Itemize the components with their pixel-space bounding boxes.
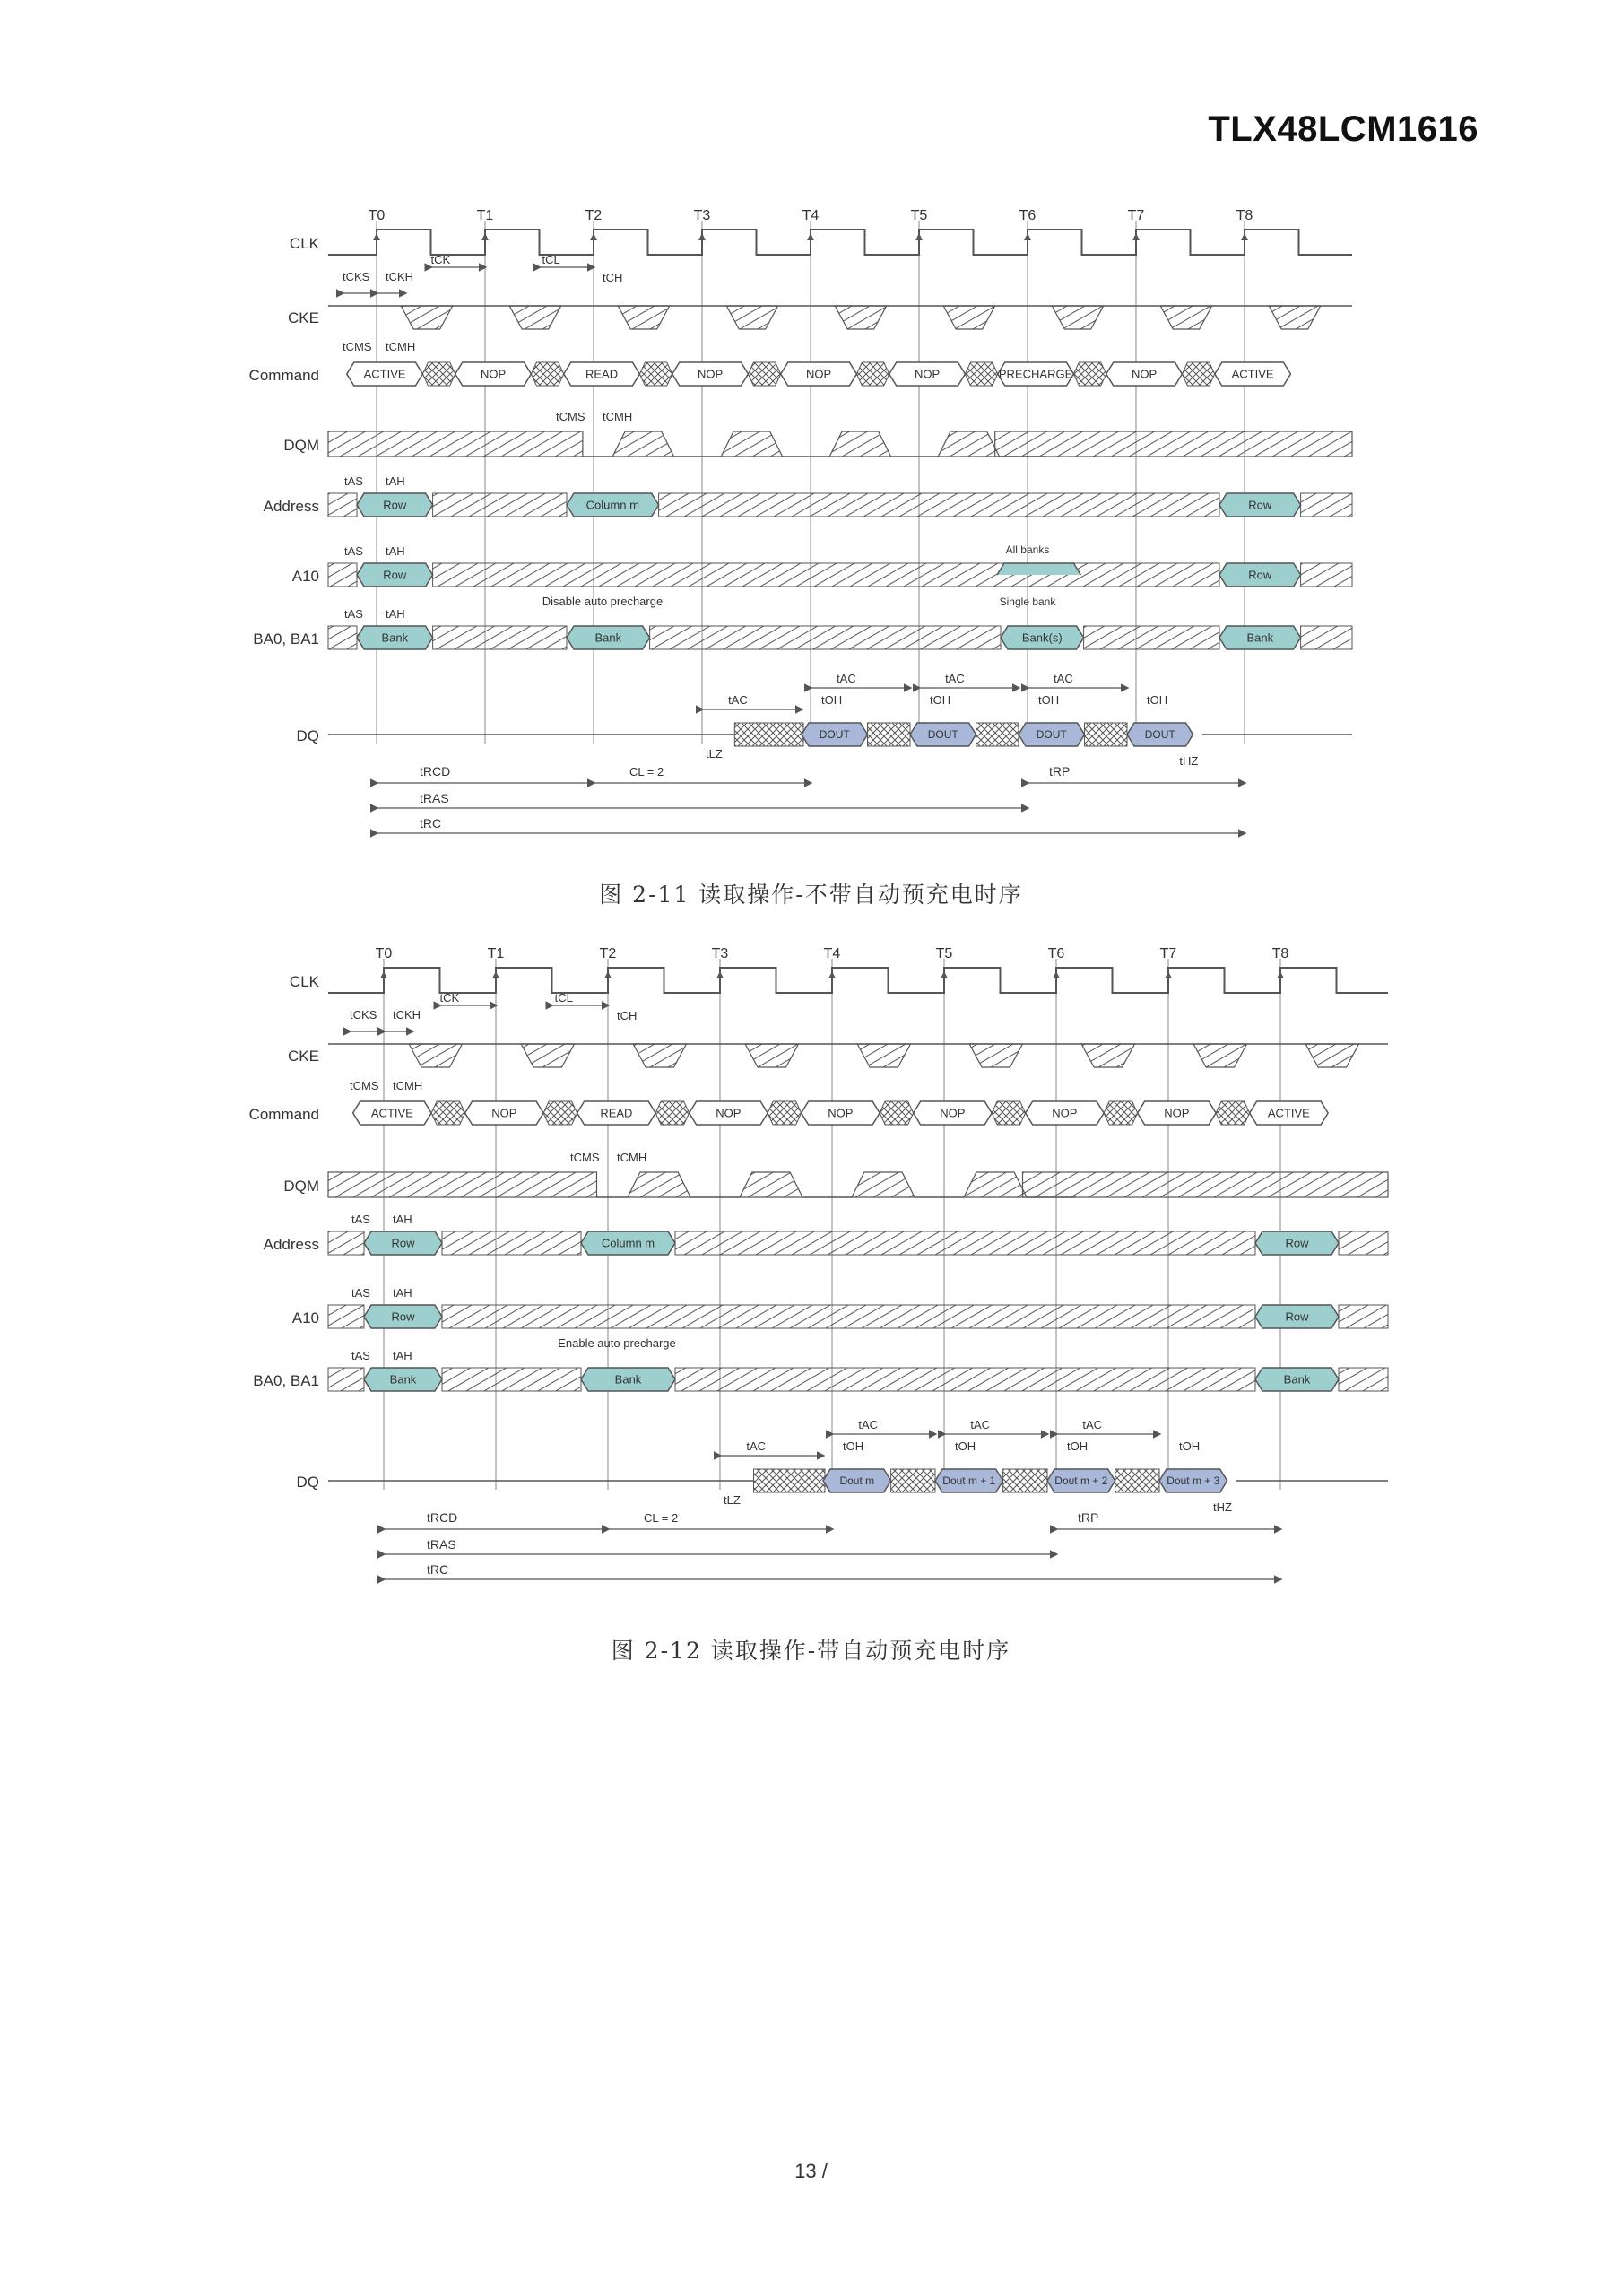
command-label: NOP xyxy=(1164,1106,1190,1120)
tcl-label: tCL xyxy=(542,253,560,266)
address-value: Row xyxy=(1285,1236,1309,1250)
clock-edge-label: T8 xyxy=(1271,946,1289,961)
tac-label: tAC xyxy=(970,1418,991,1431)
command-label: NOP xyxy=(716,1106,742,1120)
auto-precharge-note: Enable auto precharge xyxy=(558,1336,676,1350)
thz-label: tHZ xyxy=(1179,754,1199,768)
address-dont-care xyxy=(442,1231,581,1255)
command-transition xyxy=(431,1101,465,1125)
all-banks-note: All banks xyxy=(1005,544,1050,556)
cke-dont-care xyxy=(409,1044,462,1067)
clock-edge-label: T4 xyxy=(802,208,820,223)
a10-dont-care xyxy=(1339,1305,1388,1328)
clk-rising-edge-arrow xyxy=(1024,233,1031,240)
address-dont-care xyxy=(433,493,567,517)
dq-transition xyxy=(1115,1469,1159,1492)
tah-label: tAH xyxy=(393,1286,412,1300)
cke-dont-care xyxy=(633,1044,686,1067)
clk-rising-edge-arrow xyxy=(698,233,706,240)
signal-label: Address xyxy=(263,1236,319,1253)
tac-label: tAC xyxy=(945,672,965,685)
cke-dont-care xyxy=(726,306,777,329)
trp-label: tRP xyxy=(1049,764,1071,778)
cke-dont-care xyxy=(1193,1044,1246,1067)
tas-label: tAS xyxy=(344,607,363,621)
clock-edge-label: T5 xyxy=(935,946,953,961)
toh-label: tOH xyxy=(1038,693,1060,707)
tas-label: tAS xyxy=(344,474,363,488)
dq-data-label: Dout m + 3 xyxy=(1167,1474,1220,1488)
cke-dont-care xyxy=(835,306,886,329)
tck-label: tCK xyxy=(430,253,451,266)
a10-dont-care xyxy=(442,1305,1255,1328)
tckh-label: tCKH xyxy=(393,1008,421,1022)
address-dont-care xyxy=(328,1231,364,1255)
cke-dont-care xyxy=(1160,306,1211,329)
tckh-label: tCKH xyxy=(386,270,414,283)
bank-dont-care xyxy=(442,1368,581,1391)
dq-data-label: Dout m + 1 xyxy=(942,1474,996,1488)
trcd-label: tRCD xyxy=(427,1510,458,1525)
clock-edge-label: T4 xyxy=(823,946,841,961)
a10-dont-care xyxy=(328,1305,364,1328)
cke-dont-care xyxy=(857,1044,910,1067)
dqm-dont-care xyxy=(829,431,890,457)
clk-rising-edge-arrow xyxy=(590,233,597,240)
clk-rising-edge-arrow xyxy=(828,971,836,978)
dq-transition xyxy=(734,723,803,746)
tcks-label: tCKS xyxy=(350,1008,377,1022)
dq-transition xyxy=(1003,1469,1047,1492)
command-transition xyxy=(1104,1101,1138,1125)
command-transition xyxy=(1073,362,1106,386)
command-label: ACTIVE xyxy=(1231,367,1274,381)
auto-precharge-note: Disable auto precharge xyxy=(542,595,664,608)
tch-label: tCH xyxy=(617,1009,638,1022)
cke-dont-care xyxy=(618,306,669,329)
dq-transition xyxy=(891,1469,935,1492)
address-dont-care xyxy=(1301,493,1352,517)
tch-label: tCH xyxy=(603,271,623,284)
signal-label: CLK xyxy=(289,235,319,252)
tac-label: tAC xyxy=(746,1439,767,1453)
trp-label: tRP xyxy=(1078,1510,1099,1525)
tcmh-label: tCMH xyxy=(603,410,633,423)
a10-dont-care xyxy=(328,563,357,587)
bank-dont-care xyxy=(675,1368,1255,1391)
address-dont-care xyxy=(659,493,1219,517)
tah-label: tAH xyxy=(393,1213,412,1226)
command-label: ACTIVE xyxy=(370,1106,413,1120)
bank-dont-care xyxy=(650,626,1001,649)
clk-rising-edge-arrow xyxy=(1277,971,1284,978)
bank-dont-care xyxy=(433,626,567,649)
command-label: READ xyxy=(600,1106,633,1120)
tcms-label: tCMS xyxy=(570,1151,600,1164)
dqm-dont-care xyxy=(721,431,782,457)
document-title: TLX48LCM1616 xyxy=(1208,109,1479,149)
a10-value: Row xyxy=(1285,1309,1309,1324)
bank-dont-care xyxy=(328,1368,364,1391)
signal-label: CKE xyxy=(288,1048,319,1065)
signal-label: Command xyxy=(248,367,319,384)
command-label: NOP xyxy=(828,1106,854,1120)
tcms-label: tCMS xyxy=(556,410,585,423)
command-label: NOP xyxy=(940,1106,966,1120)
clk-rising-edge-arrow xyxy=(1241,233,1248,240)
command-label: NOP xyxy=(697,367,724,381)
clk-rising-edge-arrow xyxy=(481,233,489,240)
command-transition xyxy=(748,362,780,386)
command-label: ACTIVE xyxy=(363,367,406,381)
address-value: Row xyxy=(1248,498,1272,512)
tcks-label: tCKS xyxy=(343,270,370,283)
address-dont-care xyxy=(328,493,357,517)
clk-waveform xyxy=(328,968,1388,993)
tcmh-label: tCMH xyxy=(386,340,416,353)
cke-dont-care xyxy=(521,1044,574,1067)
bank-value: Bank xyxy=(614,1372,642,1387)
command-transition xyxy=(880,1101,914,1125)
toh-label: tOH xyxy=(821,693,843,707)
cke-dont-care xyxy=(1081,1044,1134,1067)
dq-transition xyxy=(754,1469,826,1492)
tah-label: tAH xyxy=(386,607,405,621)
signal-label: DQM xyxy=(283,1178,319,1195)
command-transition xyxy=(992,1101,1026,1125)
clock-edge-label: T1 xyxy=(487,946,505,961)
clk-waveform xyxy=(328,230,1352,255)
command-transition xyxy=(1216,1101,1250,1125)
address-dont-care xyxy=(1339,1231,1388,1255)
clock-edge-label: T3 xyxy=(711,946,729,961)
clock-edge-label: T7 xyxy=(1127,208,1145,223)
trc-label: tRC xyxy=(427,1562,449,1577)
address-value: Row xyxy=(391,1236,415,1250)
command-transition xyxy=(543,1101,577,1125)
address-value: Column m xyxy=(585,498,639,512)
dqm-dont-care xyxy=(628,1172,690,1197)
command-label: NOP xyxy=(480,367,507,381)
clk-rising-edge-arrow xyxy=(1053,971,1060,978)
bank-dont-care xyxy=(1339,1368,1388,1391)
figure-caption: 图 2-11 读取操作-不带自动预充电时序 xyxy=(599,882,1023,908)
signal-label: Command xyxy=(248,1106,319,1123)
tah-label: tAH xyxy=(393,1349,412,1362)
bank-value: Bank xyxy=(381,631,409,645)
clock-edge-label: T7 xyxy=(1159,946,1177,961)
a10-dont-care xyxy=(1301,563,1352,587)
command-transition xyxy=(1182,362,1214,386)
clk-rising-edge-arrow xyxy=(941,971,948,978)
cke-dont-care xyxy=(1269,306,1320,329)
command-label: PRECHARGE xyxy=(998,367,1073,381)
timing-diagram-svg xyxy=(242,202,1408,865)
bank-value: Bank(s) xyxy=(1021,631,1063,645)
clock-edge-label: T2 xyxy=(599,946,617,961)
command-label: ACTIVE xyxy=(1267,1106,1310,1120)
bank-value: Bank xyxy=(389,1372,417,1387)
bank-dont-care xyxy=(1084,626,1219,649)
signal-label: DQ xyxy=(296,1474,319,1491)
clock-edge-label: T2 xyxy=(585,208,603,223)
clock-edge-label: T0 xyxy=(375,946,393,961)
dqm-dont-care xyxy=(328,431,583,457)
signal-label: BA0, BA1 xyxy=(253,1372,319,1389)
command-transition xyxy=(422,362,455,386)
command-transition xyxy=(965,362,997,386)
clock-edge-label: T6 xyxy=(1047,946,1065,961)
toh-label: tOH xyxy=(1147,693,1168,707)
timing-diagram-svg xyxy=(242,940,1408,1623)
clk-rising-edge-arrow xyxy=(807,233,814,240)
dqm-dont-care xyxy=(852,1172,915,1197)
thz-label: tHZ xyxy=(1213,1500,1232,1514)
clk-rising-edge-arrow xyxy=(915,233,923,240)
single-bank-note: Single bank xyxy=(999,596,1056,608)
signal-label: BA0, BA1 xyxy=(253,631,319,648)
tcms-label: tCMS xyxy=(350,1079,379,1092)
cke-dont-care xyxy=(943,306,994,329)
tac-label: tAC xyxy=(728,693,748,707)
bank-value: Bank xyxy=(1283,1372,1311,1387)
address-value: Row xyxy=(383,498,407,512)
tcmh-label: tCMH xyxy=(393,1079,423,1092)
toh-label: tOH xyxy=(1067,1439,1089,1453)
tah-label: tAH xyxy=(386,474,405,488)
clock-edge-label: T6 xyxy=(1019,208,1037,223)
bank-value: Bank xyxy=(1246,631,1274,645)
tck-label: tCK xyxy=(439,991,460,1004)
signal-label: CKE xyxy=(288,309,319,326)
command-transition xyxy=(655,1101,690,1125)
dqm-dont-care xyxy=(612,431,673,457)
timing-diagram-read-with-auto-precharge xyxy=(242,940,1408,1623)
dq-data-label: Dout m xyxy=(839,1474,875,1488)
command-label: NOP xyxy=(1052,1106,1078,1120)
dq-data-label: DOUT xyxy=(927,728,958,742)
signal-label: CLK xyxy=(289,973,319,990)
toh-label: tOH xyxy=(930,693,951,707)
tac-label: tAC xyxy=(1082,1418,1103,1431)
cas-latency-label: CL = 2 xyxy=(644,1511,679,1525)
signal-label: Address xyxy=(263,498,319,515)
bank-value: Bank xyxy=(594,631,622,645)
dq-data-label: DOUT xyxy=(1036,728,1067,742)
cas-latency-label: CL = 2 xyxy=(629,765,664,778)
address-dont-care xyxy=(675,1231,1255,1255)
cke-dont-care xyxy=(745,1044,798,1067)
clk-rising-edge-arrow xyxy=(1165,971,1172,978)
command-label: NOP xyxy=(805,367,832,381)
dq-transition xyxy=(976,723,1019,746)
bank-dont-care xyxy=(1301,626,1352,649)
command-label: READ xyxy=(585,367,619,381)
clock-edge-label: T0 xyxy=(368,208,386,223)
cke-dont-care xyxy=(401,306,452,329)
dqm-dont-care xyxy=(964,1172,1027,1197)
dqm-dont-care xyxy=(740,1172,802,1197)
command-transition xyxy=(531,362,563,386)
tac-label: tAC xyxy=(858,1418,879,1431)
clk-rising-edge-arrow xyxy=(373,233,380,240)
tcl-label: tCL xyxy=(554,991,573,1004)
a10-dont-care xyxy=(433,563,1219,587)
command-label: NOP xyxy=(491,1106,517,1120)
clk-rising-edge-arrow xyxy=(604,971,612,978)
tac-label: tAC xyxy=(1054,672,1073,685)
bank-dont-care xyxy=(328,626,357,649)
command-label: NOP xyxy=(914,367,941,381)
clk-rising-edge-arrow xyxy=(1132,233,1140,240)
timing-diagram-read-without-auto-precharge xyxy=(242,202,1408,865)
tah-label: tAH xyxy=(386,544,405,558)
clk-rising-edge-arrow xyxy=(492,971,499,978)
dq-data-label: DOUT xyxy=(819,728,850,742)
tlz-label: tLZ xyxy=(724,1493,741,1507)
tras-label: tRAS xyxy=(420,791,449,805)
dq-data-label: Dout m + 2 xyxy=(1054,1474,1108,1488)
signal-label: A10 xyxy=(291,568,319,585)
dqm-dont-care xyxy=(1023,1172,1389,1197)
toh-label: tOH xyxy=(955,1439,976,1453)
dqm-dont-care xyxy=(995,431,1352,457)
clock-edge-label: T1 xyxy=(476,208,494,223)
command-label: NOP xyxy=(1131,367,1158,381)
tas-label: tAS xyxy=(351,1213,370,1226)
tcmh-label: tCMH xyxy=(617,1151,647,1164)
cke-dont-care xyxy=(969,1044,1022,1067)
signal-label: A10 xyxy=(291,1309,319,1326)
clk-rising-edge-arrow xyxy=(716,971,724,978)
clock-edge-label: T8 xyxy=(1236,208,1253,223)
dqm-dont-care xyxy=(938,431,999,457)
tas-label: tAS xyxy=(344,544,363,558)
dqm-dont-care xyxy=(328,1172,597,1197)
command-transition xyxy=(639,362,672,386)
cke-dont-care xyxy=(509,306,560,329)
cke-dont-care xyxy=(1052,306,1103,329)
tas-label: tAS xyxy=(351,1349,370,1362)
tas-label: tAS xyxy=(351,1286,370,1300)
cke-dont-care xyxy=(1305,1044,1358,1067)
trcd-label: tRCD xyxy=(420,764,451,778)
page-number: 13 / xyxy=(794,2160,828,2182)
toh-label: tOH xyxy=(1179,1439,1201,1453)
command-transition xyxy=(768,1101,802,1125)
clock-edge-label: T5 xyxy=(910,208,928,223)
dq-transition xyxy=(868,723,910,746)
a10-value: Row xyxy=(391,1309,415,1324)
a10-value: Row xyxy=(383,568,407,582)
a10-all-banks-box xyxy=(997,563,1080,575)
a10-value: Row xyxy=(1248,568,1272,582)
tcms-label: tCMS xyxy=(343,340,372,353)
figure-caption: 图 2-12 读取操作-带自动预充电时序 xyxy=(611,1638,1011,1664)
trc-label: tRC xyxy=(420,816,442,831)
address-value: Column m xyxy=(601,1236,655,1250)
tras-label: tRAS xyxy=(427,1537,456,1552)
tac-label: tAC xyxy=(837,672,856,685)
clk-rising-edge-arrow xyxy=(380,971,387,978)
signal-label: DQ xyxy=(296,727,319,744)
dq-data-label: DOUT xyxy=(1144,728,1175,742)
signal-label: DQM xyxy=(283,437,319,454)
clock-edge-label: T3 xyxy=(693,208,711,223)
toh-label: tOH xyxy=(843,1439,864,1453)
command-transition xyxy=(856,362,889,386)
tlz-label: tLZ xyxy=(706,747,723,761)
dq-transition xyxy=(1085,723,1127,746)
